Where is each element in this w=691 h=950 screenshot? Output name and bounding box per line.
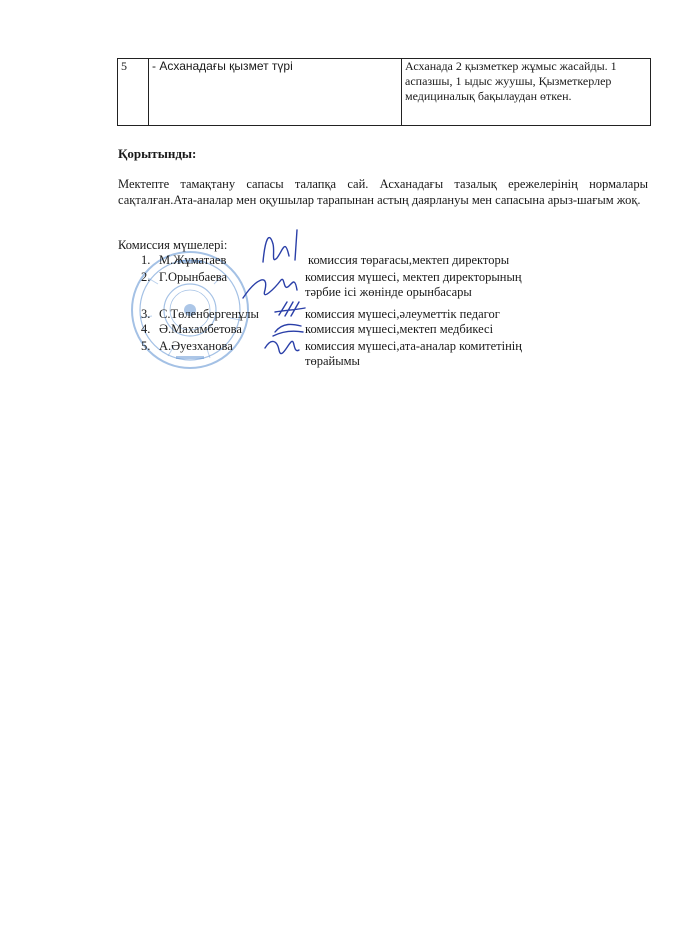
member-number: 5.: [141, 339, 151, 353]
member-name: Г.Орынбаева: [159, 270, 228, 284]
member-number: 2.: [141, 270, 151, 284]
member-name: М.Жұматаев: [159, 253, 227, 267]
members-heading: Комиссия мүшелері:: [118, 238, 228, 252]
row-description: Асханада 2 қызметкер жұмыс жасайды. 1 аспазшы, 1 ыдыс жуушы, Қызметкерлер медициналық бақылаудан өткен.: [402, 59, 651, 126]
signatures-icon: [235, 220, 315, 370]
member-role: комиссия мүшесі, мектеп директорының тәрбие ісі жөнінде орынбасары: [305, 270, 522, 299]
row-number: 5: [118, 59, 149, 126]
member-number: 3.: [141, 307, 151, 321]
conclusion-heading: Қорытынды:: [118, 146, 197, 161]
member-name: А.Әуезханова: [159, 339, 233, 353]
conclusion-text: Мектепте тамақтану сапасы талапқа сай. Асханадағы тазалық ережелерінің нормалары сақталған.Ата-аналар мен оқушылар тарапынан астың даярлануы мен сапасына арыз-шағым жоқ.: [118, 177, 648, 207]
member-role: комиссия төрағасы,мектеп директоры: [308, 253, 510, 267]
member-name: Ә.Махамбетова: [159, 322, 242, 336]
table-row: [118, 59, 651, 126]
member-role: комиссия мүшесі,мектеп медбикесі: [305, 322, 494, 336]
member-number: 4.: [141, 322, 151, 336]
row-criterion: - Асханадағы қызмет түрі: [149, 59, 402, 126]
member-name: С.Төленбергенұлы: [159, 307, 259, 321]
member-role: комиссия мүшесі,ата-аналар комитетінің төрайымы: [305, 339, 522, 368]
member-number: 1.: [141, 253, 151, 267]
member-role: комиссия мүшесі,әлеуметтік педагог: [305, 307, 500, 321]
inspection-table: [117, 58, 651, 126]
